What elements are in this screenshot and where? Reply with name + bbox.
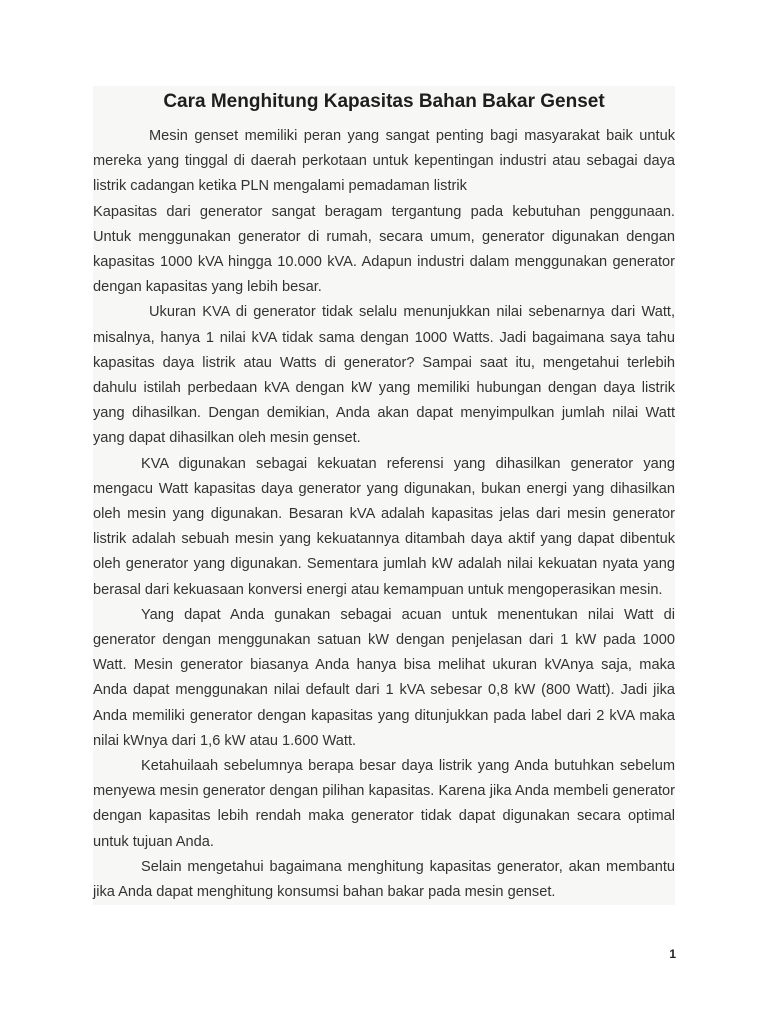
paragraph-power-needs: Ketahuilaah sebelumnya berapa besar daya listrik yang Anda butuhkan sebelum menyewa mesin generator dengan pilihan kapasitas. Karena jika Anda membeli generator dengan kapasitas lebih rendah maka generator tidak dapat digunakan secara optimal untuk tujuan Anda. <box>93 758 675 850</box>
paragraph-kva-reference: KVA digunakan sebagai kekuatan referensi yang dihasilkan generator yang mengacu Watt kapasitas daya generator yang digunakan, bukan energi yang dihasilkan oleh mesin yang digunakan. Besaran kVA adalah kapasitas jelas dari mesin generator listrik adalah sebuah mesin yang kekuatannya ditambah daya aktif yang dapat dibentuk oleh generator yang digunakan. Sementara jumlah kW adalah nilai kekuatan nyata yang berasal dari kekuasaan konversi energi atau kemampuan untuk mengoperasikan mesin. <box>93 455 675 598</box>
document-title: Cara Menghitung Kapasitas Bahan Bakar Genset <box>163 91 605 112</box>
paragraph-kva-size: Ukuran KVA di generator tidak selalu menunjukkan nilai sebenarnya dari Watt, misalnya, hanya 1 nilai kVA tidak sama dengan 1000 Watts. Jadi bagaimana saya tahu kapasitas daya listrik atau Watts di generator? Sampai saat itu, mengetahui terlebih dahulu istilah perbedaan kVA dengan kW yang memiliki hubungan dengan daya listrik yang dihasilkan. Dengan demikian, Anda akan dapat menyimpulkan jumlah nilai Watt yang dapat dihasilkan oleh mesin genset. <box>93 304 675 447</box>
page-number: 1 <box>669 947 676 961</box>
document-body <box>93 86 675 905</box>
paragraph-intro: Mesin genset memiliki peran yang sangat penting bagi masyarakat baik untuk mereka yang tinggal di daerah perkotaan untuk kepentingan industri atau sebagai daya listrik cadangan ketika PLN mengalami pemadaman listrik <box>93 128 675 195</box>
paragraph-container <box>93 116 675 905</box>
paragraph-watt-reference: Yang dapat Anda gunakan sebagai acuan untuk menentukan nilai Watt di generator dengan menggunakan satuan kW dengan penjelasan dari 1 kW pada 1000 Watt. Mesin generator biasanya Anda hanya bisa melihat ukuran kVAnya saja, maka Anda dapat menggunakan nilai default dari 1 kVA sebesar 0,8 kW (800 Watt). Jadi jika Anda memiliki generator dengan kapasitas yang ditunjukkan pada label dari 2 kVA maka nilai kWnya dari 1,6 kW atau 1.600 Watt. <box>93 606 675 749</box>
paragraph-capacity: Kapasitas dari generator sangat beragam tergantung pada kebutuhan penggunaan. Untuk menggunakan generator di rumah, secara umum, generator digunakan dengan kapasitas 1000 kVA hingga 10.000 kVA. Adapun industri dalam menggunakan generator dengan kapasitas yang lebih besar. <box>93 203 675 296</box>
paragraph-fuel-consumption: Selain mengetahui bagaimana menghitung kapasitas generator, akan membantu jika Anda dapat menghitung konsumsi bahan bakar pada mesin genset. <box>93 858 675 901</box>
